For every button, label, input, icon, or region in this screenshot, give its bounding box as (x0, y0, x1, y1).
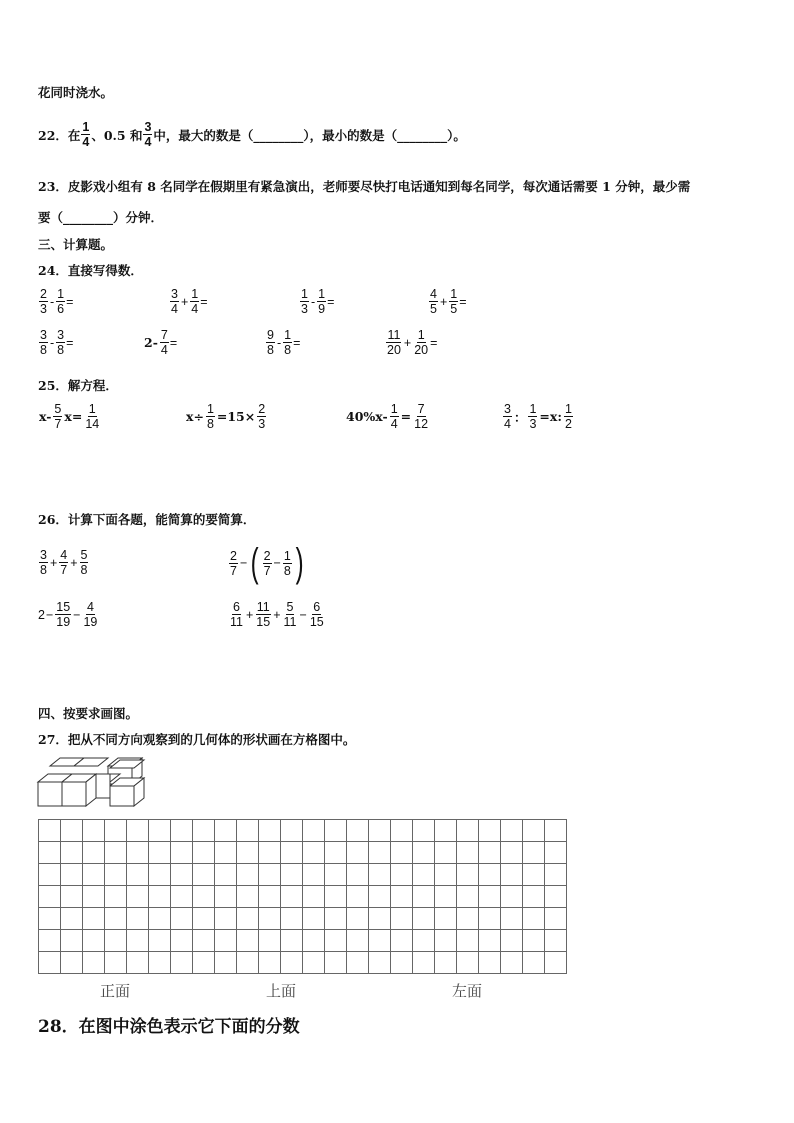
question-25: 25．解方程． (38, 378, 118, 393)
simplify-4: $\frac{6}{11}$ + $\frac{11}{15}$ + $\frac{5}{11}$ − $\frac{6}{15}$ (230, 600, 324, 629)
simplify-3: 2 − $\frac{15}{19}$ − $\frac{4}{19}$ (38, 600, 98, 629)
calc-item-8: $\frac{11}{20}$ + $\frac{1}{20}$ = (387, 328, 438, 357)
calc-item-1: $\frac{2}{3}$ - $\frac{1}{6}$ = (40, 287, 74, 316)
calc-item-5: $\frac{3}{8}$ - $\frac{3}{8}$ = (40, 328, 74, 357)
section-3-title: 三、计算题。 (38, 237, 114, 252)
simplify-2: $\frac{2}{7}$ − ( $\frac{2}{7}$ − $\frac{1}{8}$ ) (230, 541, 304, 585)
question-28: 28．在图中涂色表示它下面的分数 (38, 1017, 300, 1037)
drawing-grid[interactable] (38, 819, 567, 974)
fraction: $\frac{3}{4}$ (144, 120, 152, 149)
question-23-line2: 要（________）分钟． (38, 210, 164, 225)
question-26: 26．计算下面各题，能简算的要简算． (38, 512, 256, 527)
equation-3: 40%x- $\frac{1}{4}$ = $\frac{7}{12}$ (346, 402, 429, 431)
question-24: 24．直接写得数． (38, 263, 143, 278)
calc-item-7: $\frac{9}{8}$ - $\frac{1}{8}$ = (267, 328, 301, 357)
equation-1: x- $\frac{5}{7}$ x= $\frac{1}{14}$ (39, 402, 100, 431)
calc-item-4: $\frac{4}{5}$ + $\frac{1}{5}$ = (430, 287, 467, 316)
label-top-view: 上面 (266, 982, 297, 1000)
equation-4: $\frac{3}{4}$ ： $\frac{1}{3}$ =x: $\frac{1}{2}$ (504, 402, 572, 431)
calc-item-3: $\frac{1}{3}$ - $\frac{1}{9}$ = (301, 287, 335, 316)
calc-item-2: $\frac{3}{4}$ + $\frac{1}{4}$ = (171, 287, 208, 316)
cube-solid-figure (36, 756, 156, 808)
question-23-line1: 23．皮影戏小组有 8 名同学在假期里有紧急演出，老师要尽快打电话通知到每名同学，每次通话需要 1 分钟，最少需 (38, 179, 691, 194)
section-4-title: 四、按要求画图。 (38, 706, 139, 721)
label-left-view: 左面 (452, 982, 483, 1000)
simplify-1: $\frac{3}{8}$ + $\frac{4}{7}$ + $\frac{5}{8}$ (40, 548, 88, 577)
fraction: $\frac{1}{4}$ (82, 120, 90, 149)
label-front-view: 正面 (100, 982, 131, 1000)
carryover-text: 花同时浇水。 (38, 85, 114, 100)
calc-item-6: 2- $\frac{7}{4}$ = (144, 328, 178, 357)
question-27: 27．把从不同方向观察到的几何体的形状画在方格图中。 (38, 732, 356, 747)
equation-2: x÷ $\frac{1}{8}$ =15× $\frac{2}{3}$ (186, 402, 266, 431)
question-22: 22．在 $\frac{1}{4}$ 、0.5 和 $\frac{3}{4}$ 中，最大的数是（________），最小的数是（________）。 (38, 120, 466, 149)
